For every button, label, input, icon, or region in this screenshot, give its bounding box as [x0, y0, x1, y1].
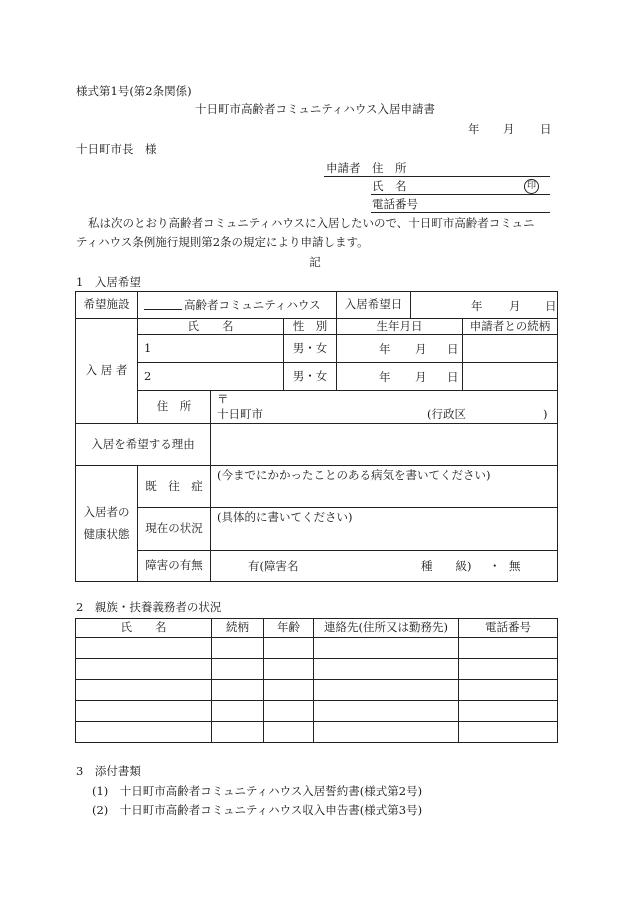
- ki-mark: 記: [309, 255, 321, 269]
- relative-cell[interactable]: [314, 638, 459, 659]
- health-label-2: 健康状態: [83, 526, 130, 541]
- relative-cell[interactable]: [264, 722, 314, 743]
- relative-cell[interactable]: [459, 722, 558, 743]
- relative-cell[interactable]: [212, 701, 264, 722]
- relative-cell[interactable]: [212, 638, 264, 659]
- disability-grade: 種 級): [421, 559, 472, 573]
- postal-mark: 〒: [217, 392, 229, 406]
- facility-value: 高齢者コミュニティハウス: [184, 297, 321, 312]
- table-row: [76, 701, 558, 722]
- section3-heading: 3 添付書類: [76, 764, 141, 778]
- health-label: [76, 466, 138, 582]
- header-date-year: 年: [468, 122, 480, 136]
- resident-2-birth-day: 日: [447, 370, 459, 384]
- reason-cell[interactable]: [211, 424, 558, 466]
- col-relation-header: 申請者との続柄: [463, 319, 558, 335]
- relative-cell[interactable]: [76, 638, 212, 659]
- relative-cell[interactable]: [314, 722, 459, 743]
- residence-request-table: [75, 291, 558, 582]
- table-row: [76, 659, 558, 680]
- table-row: [76, 638, 558, 659]
- relative-cell[interactable]: [76, 680, 212, 701]
- relative-cell[interactable]: [212, 722, 264, 743]
- resident-1-relation[interactable]: [463, 335, 558, 363]
- relative-cell[interactable]: [264, 680, 314, 701]
- relative-cell[interactable]: [212, 659, 264, 680]
- relative-cell[interactable]: [459, 659, 558, 680]
- relative-cell[interactable]: [212, 680, 264, 701]
- table-row: [76, 722, 558, 743]
- relatives-col-age: 年齢: [264, 619, 314, 638]
- relative-cell[interactable]: [76, 722, 212, 743]
- relative-cell[interactable]: [314, 701, 459, 722]
- applicant-name-label: 氏 名: [372, 179, 407, 193]
- history-label: 既 往 症: [138, 466, 211, 508]
- resident-1-name[interactable]: 1: [138, 335, 284, 363]
- seal-mark: 印: [524, 179, 539, 194]
- move-date-day: 日: [545, 299, 557, 313]
- attachment-item-2: (2) 十日町市高齢者コミュニティハウス収入申告書(様式第3号): [92, 803, 423, 817]
- move-date-month: 月: [509, 299, 521, 313]
- col-birth-header: 生年月日: [337, 319, 463, 335]
- ward-close: ): [543, 407, 548, 421]
- relative-cell[interactable]: [76, 659, 212, 680]
- relatives-col-name: 氏 名: [76, 619, 212, 638]
- facility-blank: [144, 298, 182, 310]
- move-date-cell[interactable]: [411, 292, 558, 319]
- relative-cell[interactable]: [264, 659, 314, 680]
- intro-line-1: 私は次のとおり高齢者コミュニティハウスに入居したいので、十日町市高齢者コミュニ: [88, 216, 535, 230]
- addressee: 十日町市長 様: [76, 142, 157, 156]
- resident-2-name[interactable]: 2: [138, 363, 284, 391]
- resident-2-birth-year: 年: [379, 370, 391, 384]
- section1-heading: 1 入居希望: [76, 275, 141, 289]
- resident-2-birth[interactable]: [337, 363, 463, 391]
- form-title: 十日町市高齢者コミュニティハウス入居申請書: [194, 102, 435, 116]
- reason-label: 入居を希望する理由: [76, 424, 211, 466]
- relative-cell[interactable]: [459, 701, 558, 722]
- resident-1-birth-year: 年: [379, 342, 391, 356]
- resident-address-cell[interactable]: [211, 391, 558, 424]
- resident-1-birth-day: 日: [447, 342, 459, 356]
- relative-cell[interactable]: [314, 659, 459, 680]
- intro-line-2: ティハウス条例施行規則第2条の規定により申請します。: [76, 235, 369, 249]
- applicant-address-label: 住 所: [372, 161, 407, 175]
- residents-label: 入 居 者: [76, 319, 138, 424]
- city-name: 十日町市: [217, 407, 263, 421]
- resident-1-birth-month: 月: [415, 342, 427, 356]
- header-date-day: 日: [540, 122, 552, 136]
- resident-2-sex[interactable]: 男・女: [284, 363, 337, 391]
- move-date-label: 入居希望日: [337, 292, 411, 319]
- move-date-year: 年: [471, 299, 483, 313]
- header-date-month: 月: [503, 122, 515, 136]
- col-sex-header: 性 別: [284, 319, 337, 335]
- relatives-col-contact: 連絡先(住所又は勤務先): [314, 619, 459, 638]
- disability-yes: 有(障害名: [248, 559, 299, 573]
- resident-2-birth-month: 月: [415, 370, 427, 384]
- relatives-col-relation: 続柄: [212, 619, 264, 638]
- applicant-address-line: [324, 176, 550, 177]
- disability-cell[interactable]: [211, 551, 558, 582]
- resident-2-relation[interactable]: [463, 363, 558, 391]
- current-label: 現在の状況: [138, 508, 211, 551]
- relative-cell[interactable]: [459, 680, 558, 701]
- health-label-1: 入居者の: [83, 505, 130, 520]
- table-row: [76, 680, 558, 701]
- relative-cell[interactable]: [459, 638, 558, 659]
- disability-label: 障害の有無: [138, 551, 211, 582]
- facility-cell[interactable]: [138, 292, 337, 319]
- applicant-phone-line: [371, 212, 550, 213]
- relative-cell[interactable]: [314, 680, 459, 701]
- disability-no: 無: [509, 559, 521, 573]
- current-cell[interactable]: (具体的に書いてください): [211, 508, 558, 551]
- applicant-label: 申請者: [326, 161, 361, 175]
- relative-cell[interactable]: [76, 701, 212, 722]
- resident-1-sex[interactable]: 男・女: [284, 335, 337, 363]
- col-name-header: 氏 名: [138, 319, 284, 335]
- relatives-table: [75, 618, 558, 743]
- applicant-phone-label: 電話番号: [372, 197, 418, 211]
- relatives-col-phone: 電話番号: [459, 619, 558, 638]
- relative-cell[interactable]: [264, 701, 314, 722]
- facility-label: 希望施設: [76, 292, 138, 319]
- section2-heading: 2 親族・扶養義務者の状況: [76, 600, 222, 614]
- ward-label: (行政区: [427, 407, 466, 421]
- form-number: 様式第1号(第2条関係): [76, 84, 192, 98]
- attachment-item-1: (1) 十日町市高齢者コミュニティハウス入居誓約書(様式第2号): [92, 784, 423, 798]
- applicant-name-line: [371, 194, 550, 195]
- relative-cell[interactable]: [264, 638, 314, 659]
- resident-address-label: 住 所: [138, 391, 211, 424]
- resident-1-birth[interactable]: [337, 335, 463, 363]
- disability-dot: ・: [489, 559, 501, 573]
- history-cell[interactable]: (今までにかかったことのある病気を書いてください): [211, 466, 558, 508]
